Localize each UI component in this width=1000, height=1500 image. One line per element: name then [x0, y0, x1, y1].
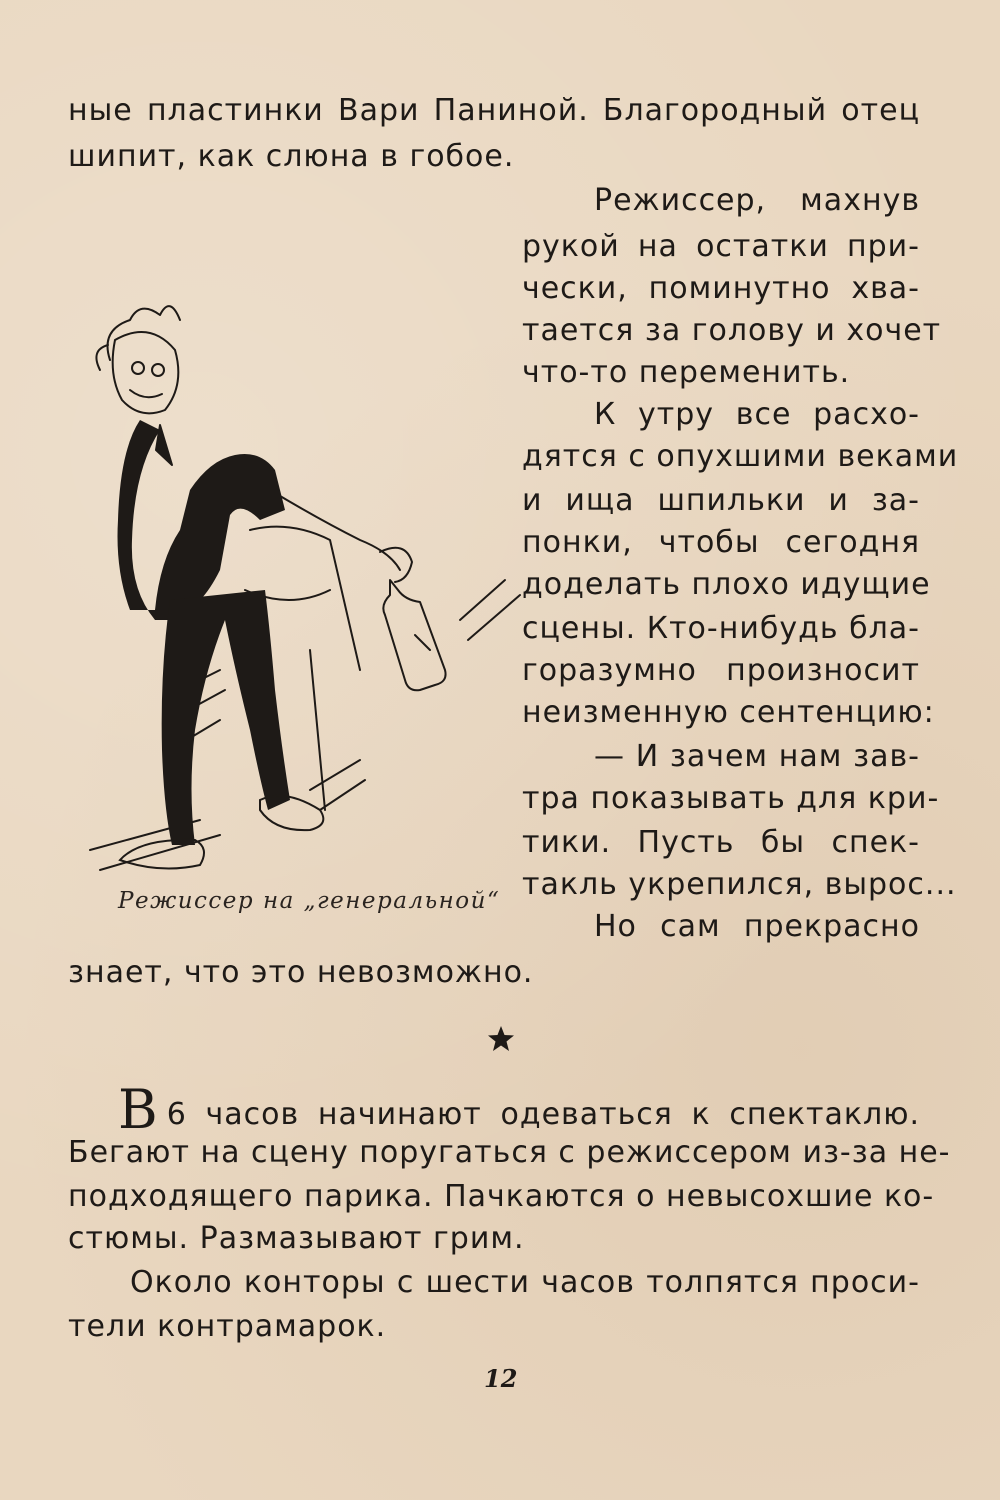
column-line-5: что-то переменить.	[522, 355, 851, 390]
column-line-16: тики. Пусть бы спек-	[522, 825, 920, 860]
column-line-10: доделать плохо идущие	[522, 567, 931, 602]
column-line-6: К утру все расхо-	[594, 397, 920, 432]
column-line-4: тается за голову и хочет	[522, 313, 942, 348]
column-line-9: понки, чтобы сегодня	[522, 525, 920, 560]
column-line-14: — И зачем нам зав-	[594, 739, 920, 774]
column-line-3: чески, поминутно хва-	[522, 271, 920, 306]
star-icon	[486, 1024, 516, 1054]
director-with-bottle-illustration	[60, 290, 530, 890]
text-line-2: шипит, как слюна в гобое.	[68, 139, 515, 174]
text-line-b2: Бегают на сцену поругаться с режиссером из-за не-	[68, 1135, 951, 1170]
text-line-b4: стюмы. Размазывают грим.	[68, 1221, 525, 1256]
column-line-8: и ища шпильки и за-	[522, 483, 920, 518]
text-line-b6: тели контрамарок.	[68, 1309, 387, 1344]
column-line-13: неизменную сентенцию:	[522, 695, 935, 730]
column-line-1: Режиссер, махнув	[594, 183, 920, 218]
paragraph-first-line-text: 6 часов начинают одеваться к спектаклю.	[166, 1097, 920, 1132]
column-line-11: сцены. Кто-нибудь бла-	[522, 611, 920, 646]
column-line-18: Но сам прекрасно	[594, 909, 920, 944]
text-line-after-column: знает, что это невозможно.	[68, 955, 534, 990]
dropcap-letter: В	[118, 1078, 159, 1141]
paragraph-first-line	[118, 1078, 920, 1141]
column-line-15: тра показывать для кри-	[522, 781, 940, 816]
column-line-12: горазумно произносит	[522, 653, 920, 688]
column-line-2: рукой на остатки при-	[522, 229, 920, 264]
text-line-b5: Около конторы с шести часов толпятся проси-	[130, 1265, 920, 1300]
column-line-7: дятся с опухшими веками	[522, 439, 959, 474]
text-line-1: ные пластинки Вари Паниной. Благородный отец	[68, 93, 920, 128]
page-number: 12	[484, 1364, 518, 1393]
column-line-17: такль укрепился, вырос...	[522, 867, 957, 902]
illustration-caption: Режиссер на „генеральной“	[118, 888, 501, 914]
text-line-b3: подходящего парика. Пачкаются о невысохшие ко-	[68, 1179, 935, 1214]
